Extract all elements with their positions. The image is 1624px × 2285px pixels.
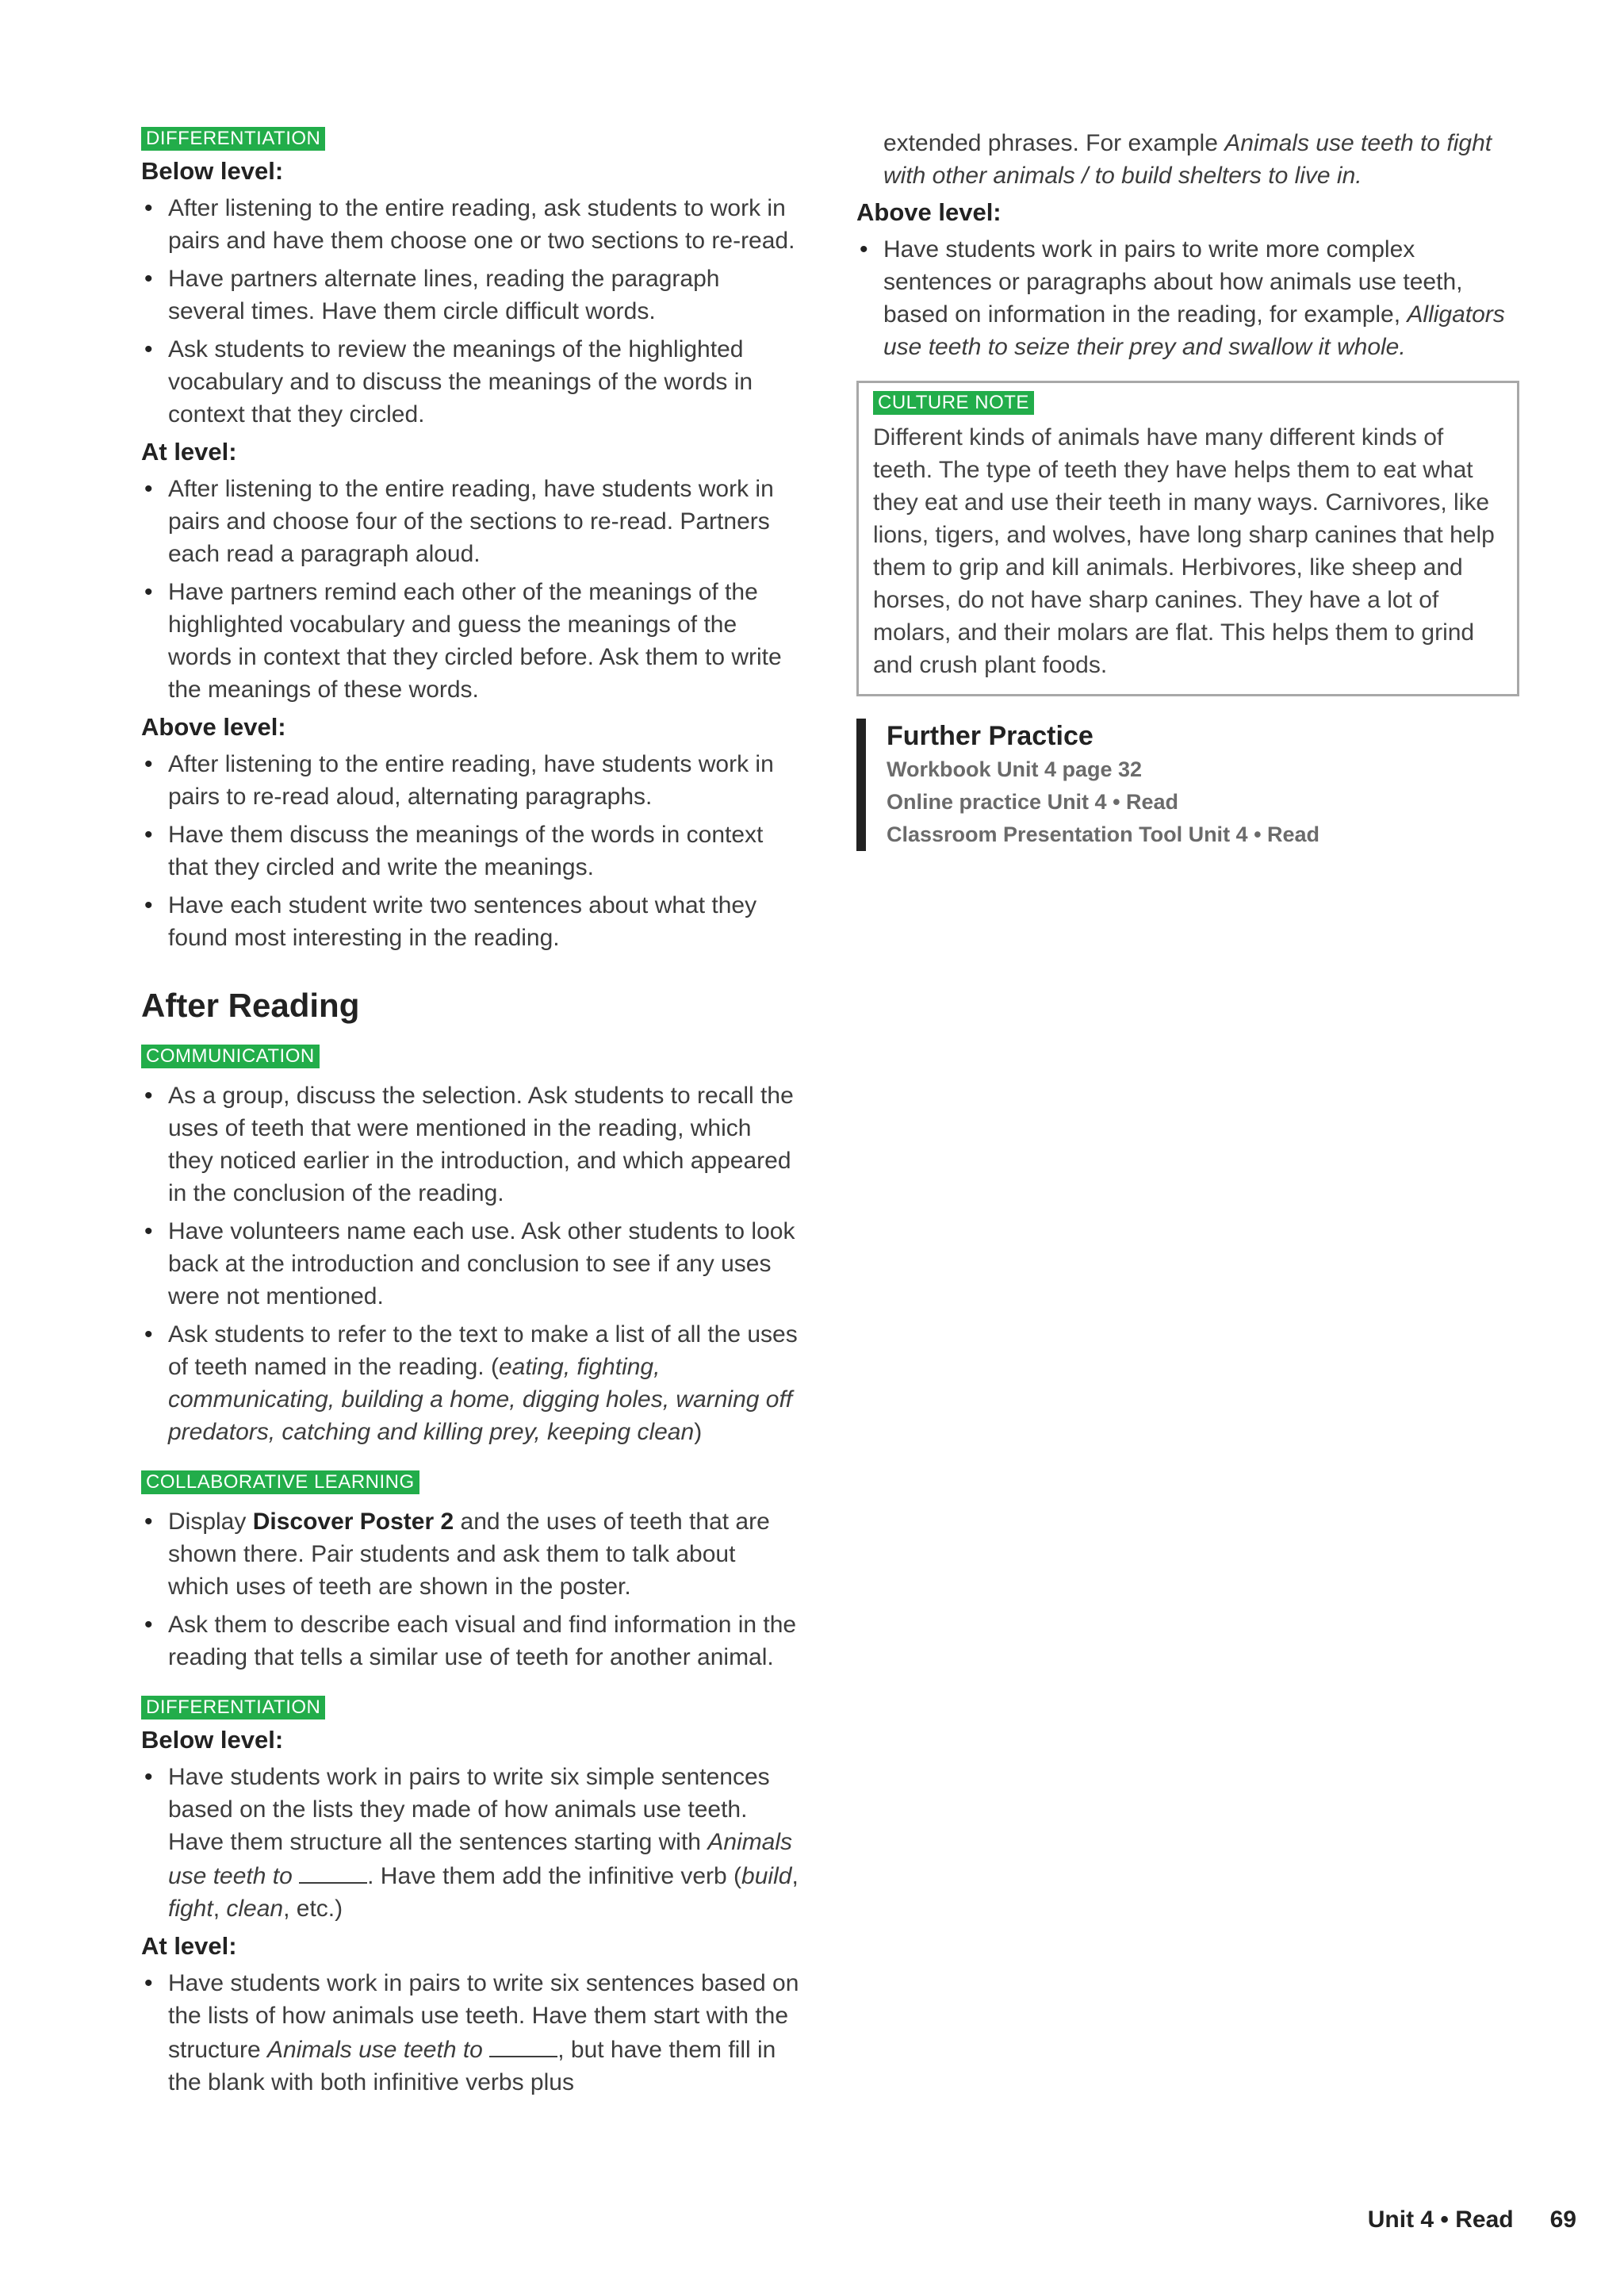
bullet-icon: • — [144, 1321, 153, 1348]
bullet-icon: • — [860, 236, 868, 263]
at-level-heading: At level: — [141, 438, 237, 466]
at-level-list — [141, 1967, 799, 2099]
list-item: • Display Discover Poster 2 and the uses of teeth that are shown there. Pair students and ask them to talk about which uses of teeth are shown in the poster. — [141, 1505, 799, 1603]
differentiation-section-2 — [141, 1696, 799, 2099]
bullet-icon: • — [144, 1509, 153, 1535]
below-level-heading: Below level: — [141, 157, 284, 185]
below-level-list — [141, 192, 799, 431]
further-practice-item: Workbook Unit 4 page 32 — [887, 757, 1143, 781]
differentiation-tag: DIFFERENTIATION — [141, 127, 325, 151]
list-item: • As a group, discuss the selection. Ask students to recall the uses of teeth that were mentioned in the reading, which they noticed earlier in the introduction, and which appeared in the conclusion of the reading. — [141, 1079, 799, 1210]
list-item: • Ask students to refer to the text to make a list of all the uses of teeth named in the reading. (eating, fighting, communicating, building a home, digging holes, warning off predators, catching and killing prey, keeping clean) — [141, 1318, 799, 1448]
footer-section-label: Unit 4 • Read — [1367, 2206, 1514, 2233]
communication-section — [141, 1045, 799, 1448]
bullet-icon: • — [144, 195, 153, 221]
list-item: • Have partners remind each other of the meanings of the highlighted vocabulary and guess the meanings of the words in context that they circled before. Ask them to write the meanings of these words. — [141, 576, 799, 706]
bullet-icon: • — [144, 579, 153, 605]
differentiation-tag: DIFFERENTIATION — [141, 1696, 325, 1720]
bullet-icon: • — [144, 892, 153, 918]
bullet-icon: • — [144, 751, 153, 777]
bullet-icon: • — [144, 476, 153, 502]
blank-line — [489, 2032, 557, 2057]
blank-line — [299, 1858, 367, 1884]
bullet-icon: • — [144, 1083, 153, 1109]
bullet-icon: • — [144, 336, 153, 362]
culture-note-text: Different kinds of animals have many different kinds of teeth. The type of teeth they have helps them to eat what they eat and use their teeth in many ways. Carnivores, like lions, tigers, and wolves, have long sharp canines that help them to grip and kill animals. Herbivores, like sheep and horses, do not have sharp canines. They have a lot of molars, and their molars are flat. This helps them to grind and crush plant foods. — [873, 424, 1495, 678]
collaborative-learning-section — [141, 1470, 799, 1673]
above-level-heading: Above level: — [141, 713, 286, 741]
list-item: • After listening to the entire reading, ask students to work in pairs and have them choose one or two sections to re-read. — [141, 192, 799, 257]
bullet-icon: • — [144, 1970, 153, 1996]
right-column — [856, 127, 1519, 851]
collaborative-learning-tag: COLLABORATIVE LEARNING — [141, 1470, 419, 1494]
list-item: • Ask students to review the meanings of the highlighted vocabulary and to discuss the meanings of the words in context that they circled. — [141, 333, 799, 431]
differentiation-section-1 — [141, 127, 799, 954]
above-level-list — [141, 748, 799, 954]
collaborative-list — [141, 1505, 799, 1673]
bullet-icon: • — [144, 1612, 153, 1638]
list-item: • Have students work in pairs to write six simple sentences based on the lists they made of how animals use teeth. Have them structure all the sentences starting with Animals use teeth to . Have them add the infinitive verb (build, fight, clean, etc.) — [141, 1761, 799, 1925]
culture-note-tag: CULTURE NOTE — [873, 391, 1034, 415]
further-practice-item: Classroom Presentation Tool Unit 4 • Read — [887, 822, 1320, 846]
bullet-icon: • — [144, 266, 153, 292]
at-level-heading: At level: — [141, 1932, 237, 1960]
below-level-heading: Below level: — [141, 1726, 284, 1754]
continued-text: extended phrases. For example Animals use teeth to fight with other animals / to build shelters to live in. — [883, 130, 1492, 189]
at-level-list — [141, 473, 799, 706]
list-item: • Have students work in pairs to write more complex sentences or paragraphs about how animals use teeth, based on information in the reading, for example, Alligators use teeth to seize their prey and swallow it whole. — [856, 233, 1519, 363]
list-item: • Ask them to describe each visual and find information in the reading that tells a similar use of teeth for another animal. — [141, 1608, 799, 1673]
list-item: • After listening to the entire reading, have students work in pairs and choose four of the sections to re-read. Partners each read a paragraph aloud. — [141, 473, 799, 570]
bullet-icon: • — [144, 822, 153, 848]
bullet-icon: • — [144, 1764, 153, 1790]
further-practice-item: Online practice Unit 4 • Read — [887, 790, 1179, 814]
communication-tag: COMMUNICATION — [141, 1045, 320, 1068]
communication-list — [141, 1079, 799, 1448]
above-level-list — [856, 233, 1519, 363]
left-column — [141, 127, 799, 2121]
list-item: • Have them discuss the meanings of the words in context that they circled and write the meanings. — [141, 819, 799, 884]
list-item: • After listening to the entire reading, have students work in pairs to re-read aloud, alternating paragraphs. — [141, 748, 799, 813]
culture-note-box — [856, 381, 1519, 696]
list-item: • Have partners alternate lines, reading the paragraph several times. Have them circle difficult words. — [141, 263, 799, 328]
page-footer — [1368, 2206, 1576, 2233]
after-reading-heading: After Reading — [141, 987, 360, 1024]
list-item: • Have volunteers name each use. Ask other students to look back at the introduction and conclusion to see if any uses were not mentioned. — [141, 1215, 799, 1313]
page-number: 69 — [1549, 2206, 1576, 2233]
list-item: • Have students work in pairs to write six sentences based on the lists of how animals use teeth. Have them start with the structure Animals use teeth to , but have them fill in the blank with both infinitive verbs plus — [141, 1967, 799, 2099]
above-level-heading: Above level: — [856, 198, 1002, 226]
bullet-icon: • — [144, 1218, 153, 1244]
below-level-list — [141, 1761, 799, 1925]
list-item: • Have each student write two sentences about what they found most interesting in the reading. — [141, 889, 799, 954]
further-practice-title: Further Practice — [887, 721, 1094, 751]
further-practice-box — [856, 719, 1519, 851]
